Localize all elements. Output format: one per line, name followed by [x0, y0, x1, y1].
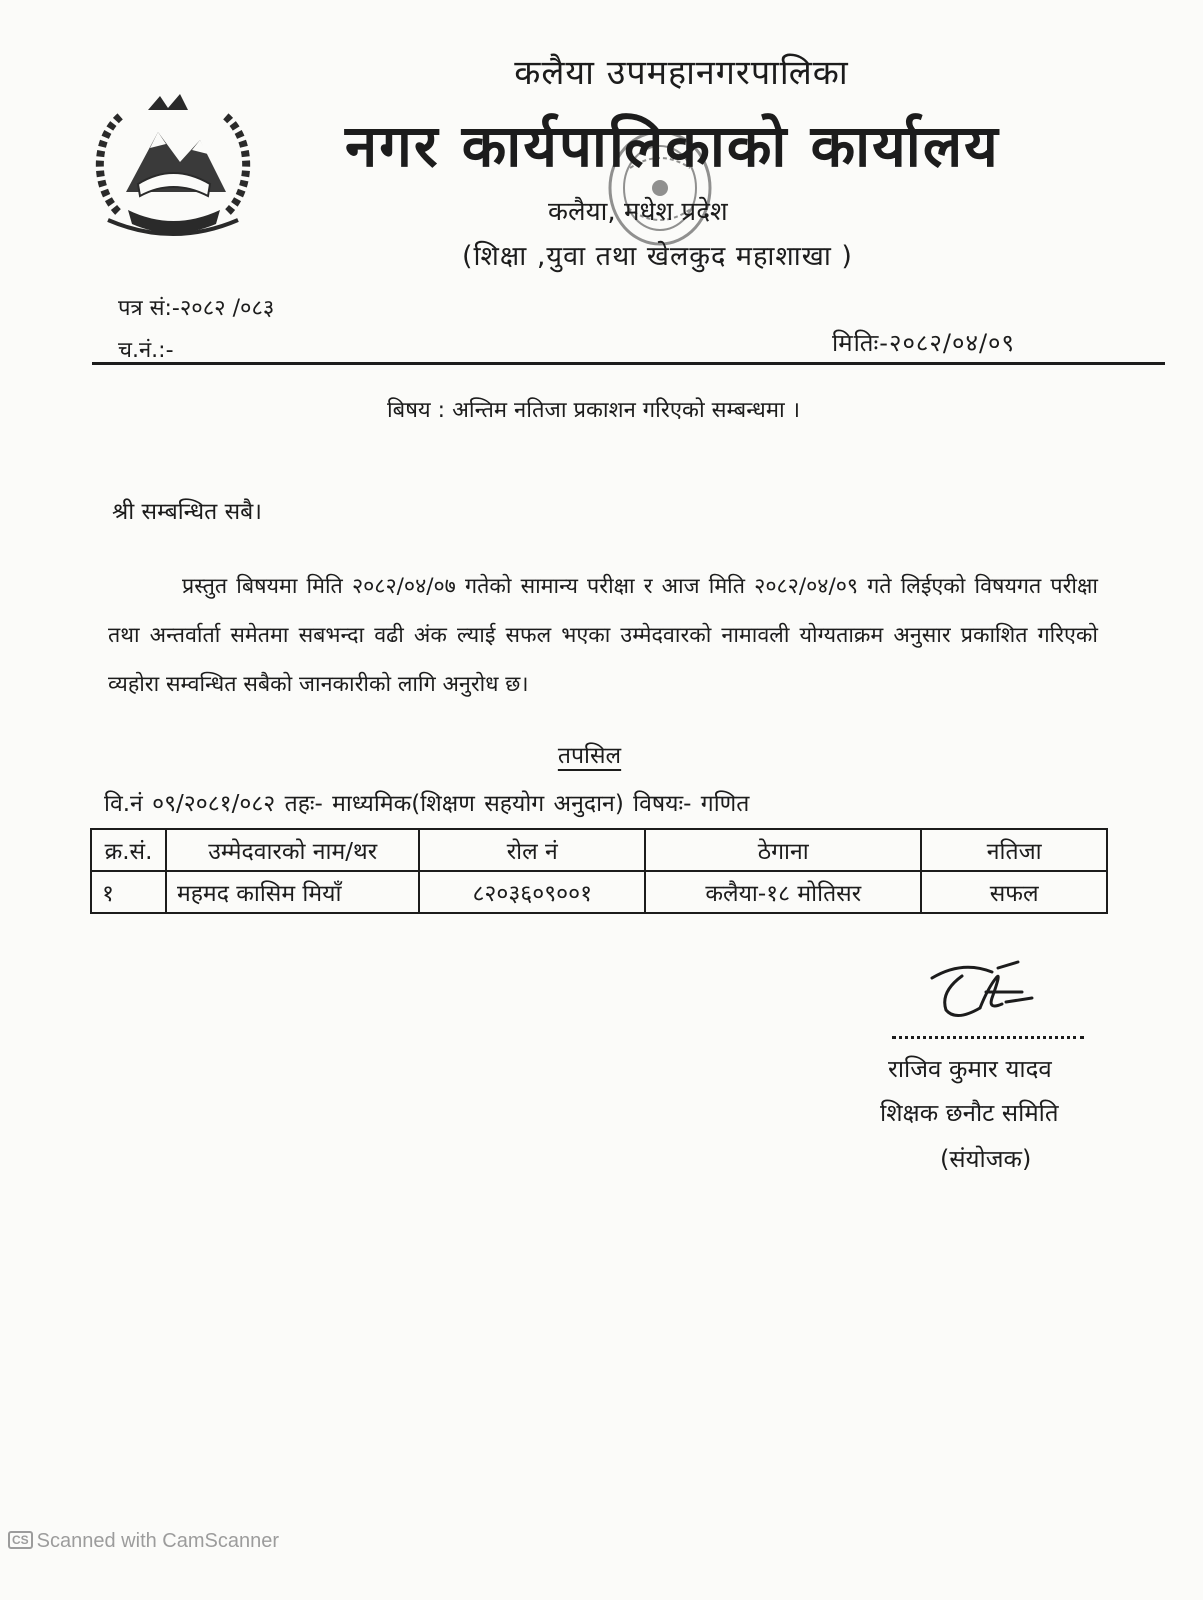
camscanner-logo-icon: CS — [8, 1531, 33, 1549]
office-address: कलैया, मधेश प्रदेश — [548, 197, 728, 227]
cell-candidate-name: महमद कासिम मियाँ — [166, 871, 419, 913]
salutation: श्री सम्बन्धित सबै। — [112, 499, 263, 525]
letter-body — [108, 562, 1098, 709]
annex-title: तपसिल — [557, 743, 622, 769]
handwritten-signature — [922, 958, 1042, 1028]
letter-body-text: प्रस्तुत बिषयमा मिति २०८२/०४/०७ गतेको सामान्य परीक्षा र आज मिति २०८२/०४/०९ गते लिईएको विषयगत परीक्षा तथा अन्तर्वार्ता समेतमा सबभन्दा वढी अंक ल्याई सफल भएका उम्मेदवारको नामावली योग्यताक्रम अनुसार प्रकाशित गरिएको व्यहोरा सम्वन्धित सबैको जानकारीको लागि अनुरोध छ। — [108, 574, 1098, 697]
municipality-name: कलैया उपमहानगरपालिका — [514, 53, 849, 93]
header-divider — [92, 362, 1165, 365]
header-result: नतिजा — [921, 829, 1107, 871]
vacancy-details: वि.नं ०९/२०८१/०८२ तहः- माध्यमिक(शिक्षण सहयोग अनुदान) विषयः- गणित — [104, 791, 750, 817]
signatory-committee: शिक्षक छनौट समिति — [880, 1099, 1059, 1127]
signatory-name: राजिव कुमार यादव — [888, 1055, 1052, 1083]
results-table — [90, 828, 1108, 914]
table-header-row — [91, 829, 1107, 871]
division-name: (शिक्षा ,युवा तथा खेलकुद महाशाखा ) — [462, 241, 853, 272]
dispatch-number: च.नं.:- — [118, 338, 174, 363]
header-address: ठेगाना — [645, 829, 921, 871]
signature-line — [892, 1036, 1084, 1039]
signatory-role: (संयोजक) — [940, 1145, 1032, 1173]
scanner-watermark-text: Scanned with CamScanner — [36, 1530, 280, 1552]
cell-roll-number: ८२०३६०९००१ — [419, 871, 645, 913]
reference-number: पत्र सं:-२०८२ /०८३ — [118, 296, 275, 321]
scanner-watermark — [8, 1530, 279, 1553]
nepal-government-emblem — [88, 92, 258, 242]
cell-result: सफल — [921, 871, 1107, 913]
header-candidate-name: उम्मेदवारको नाम/थर — [166, 829, 419, 871]
letter-subject: बिषय : अन्तिम नतिजा प्रकाशन गरिएको सम्बन्धमा । — [386, 398, 801, 423]
header-serial: क्र.सं. — [91, 829, 166, 871]
cell-address: कलैया-१८ मोतिसर — [645, 871, 921, 913]
cell-serial: १ — [91, 871, 166, 913]
letter-date: मितिः-२०८२/०४/०९ — [832, 329, 1015, 357]
office-title: नगर कार्यपालिकाको कार्यालय — [345, 112, 1000, 180]
table-row — [91, 871, 1107, 913]
header-roll-number: रोल नं — [419, 829, 645, 871]
